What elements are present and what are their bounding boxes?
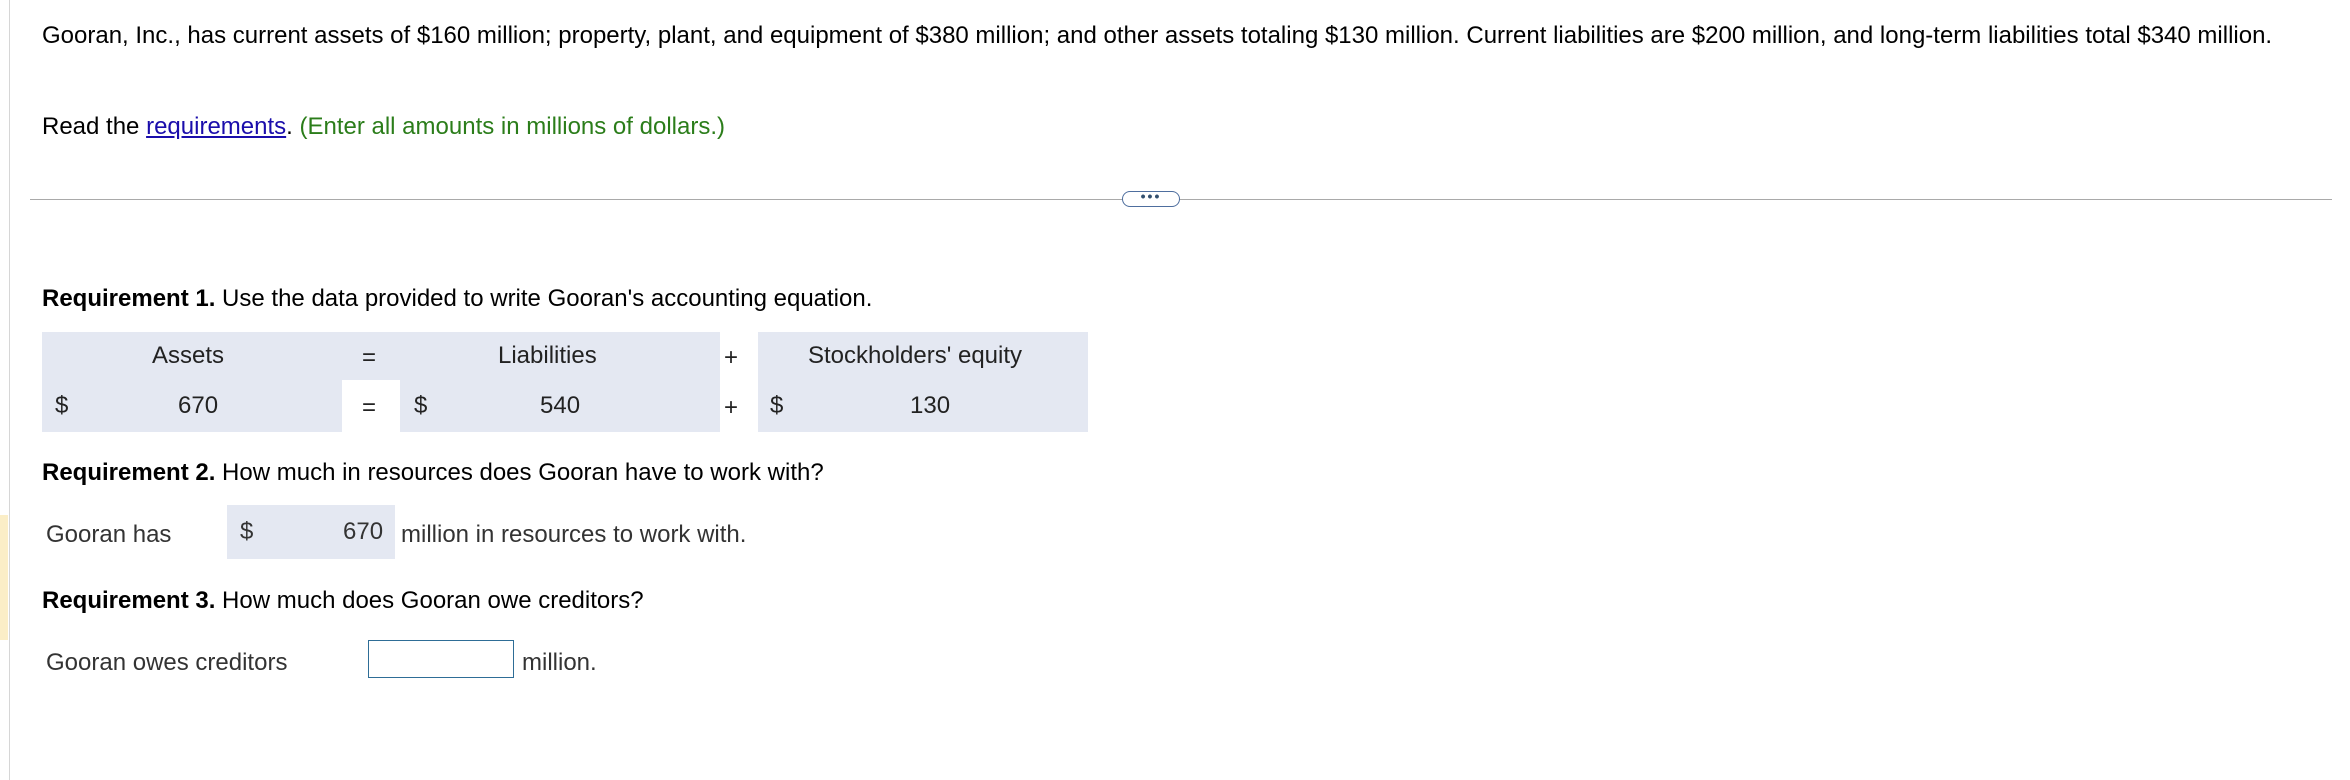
requirements-link[interactable]: requirements bbox=[146, 113, 287, 140]
resources-value[interactable]: 670 bbox=[343, 518, 384, 545]
liabilities-value[interactable]: 540 bbox=[540, 392, 581, 419]
resources-currency: $ bbox=[240, 518, 254, 545]
read-prefix: Read the bbox=[42, 113, 147, 140]
requirement-2-text: How much in resources does Gooran have to work with? bbox=[215, 459, 824, 486]
requirement-3-label: Requirement 3. bbox=[42, 587, 216, 614]
read-suffix: . bbox=[286, 113, 293, 140]
accounting-equation-table bbox=[42, 332, 1088, 432]
equity-value[interactable]: 130 bbox=[910, 392, 951, 419]
liabilities-header: Liabilities bbox=[498, 342, 597, 369]
left-border bbox=[9, 0, 10, 780]
read-requirements-line bbox=[42, 111, 725, 143]
requirement-3-heading bbox=[42, 585, 644, 617]
problem-statement: Gooran, Inc., has current assets of $160 million; property, plant, and equipment of $380 million; and other assets totaling $130 million. Current liabilities are $200 million, and long-term liabilities total $340 million. bbox=[42, 22, 2273, 49]
amount-hint: (Enter all amounts in millions of dollars.) bbox=[292, 113, 725, 140]
gooran-owes-label: Gooran owes creditors bbox=[46, 649, 288, 676]
liabilities-currency: $ bbox=[414, 392, 428, 419]
left-accent-bar bbox=[0, 515, 8, 640]
requirement-2-label: Requirement 2. bbox=[42, 459, 216, 486]
creditors-suffix: million. bbox=[522, 649, 597, 676]
creditors-input[interactable] bbox=[368, 640, 514, 678]
more-options-button[interactable]: ••• bbox=[1122, 191, 1180, 207]
plus-sign: + bbox=[724, 394, 739, 421]
resources-suffix: million in resources to work with. bbox=[401, 521, 747, 548]
equity-currency: $ bbox=[770, 392, 784, 419]
requirement-1-heading bbox=[42, 283, 872, 315]
section-divider bbox=[30, 199, 2332, 200]
assets-header: Assets bbox=[152, 342, 225, 369]
requirement-1-label: Requirement 1. bbox=[42, 285, 216, 312]
requirement-1-text: Use the data provided to write Gooran's accounting equation. bbox=[215, 285, 873, 312]
requirement-3-text: How much does Gooran owe creditors? bbox=[215, 587, 644, 614]
gooran-has-label: Gooran has bbox=[46, 521, 172, 548]
equity-header: Stockholders' equity bbox=[808, 342, 1023, 369]
assets-value[interactable]: 670 bbox=[178, 392, 219, 419]
equals-header: = bbox=[362, 344, 377, 371]
assets-currency: $ bbox=[55, 392, 69, 419]
equals-sign: = bbox=[362, 394, 377, 421]
plus-header: + bbox=[724, 344, 739, 371]
requirement-2-heading bbox=[42, 457, 824, 489]
